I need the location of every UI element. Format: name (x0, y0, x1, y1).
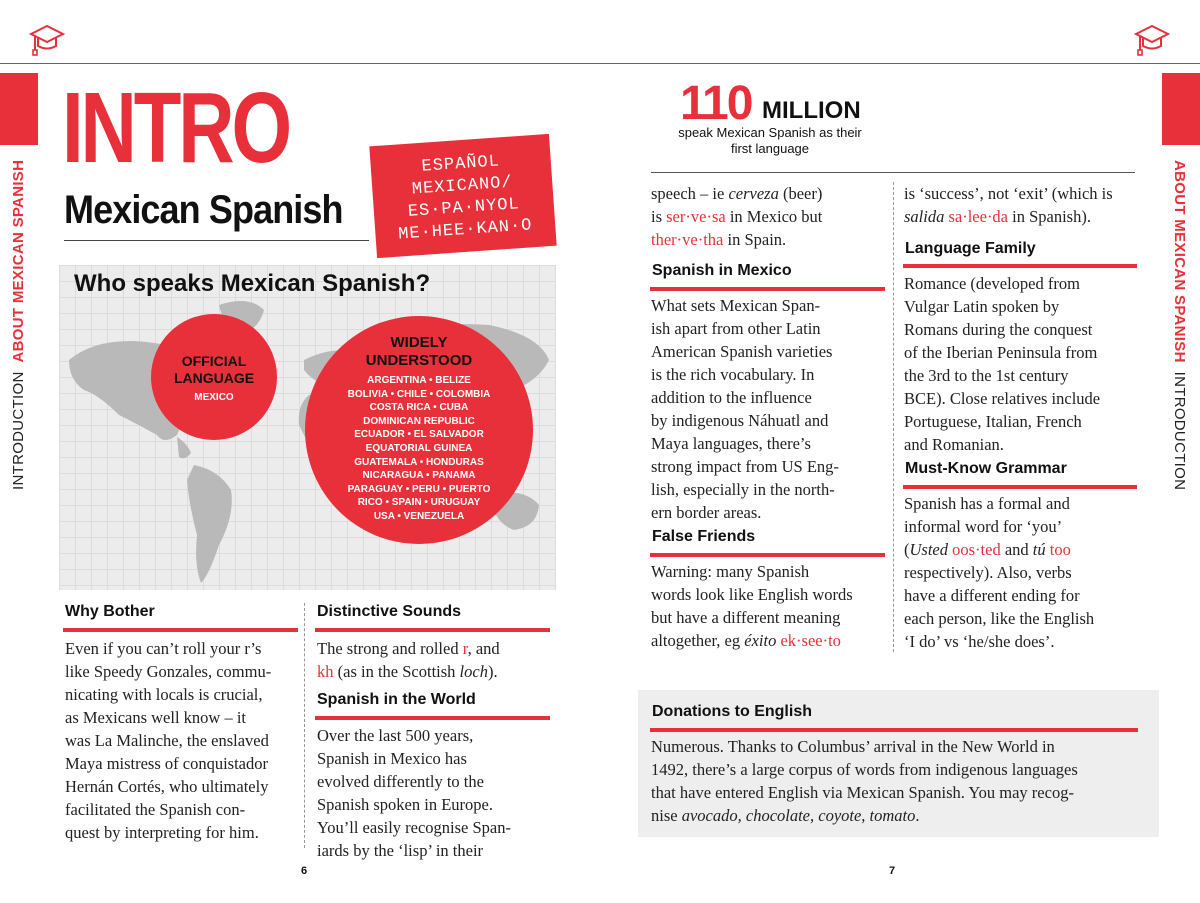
pronunciation: r (462, 639, 468, 658)
text-line: Portuguese, Italian, French (904, 412, 1082, 431)
italic-word: éxito (744, 631, 777, 650)
text-run: and (1000, 540, 1033, 559)
intro-title: INTRO (62, 72, 290, 184)
language-family-heading: Language Family (905, 240, 1036, 257)
text-line: 1492, there’s a large corpus of words from indigenous languages (651, 760, 1078, 779)
text-line: Spanish in Mexico has (317, 749, 467, 768)
graduation-cap-icon (27, 20, 67, 58)
col3-continued-text (651, 182, 891, 251)
country-line: ARGENTINA • BELIZE (367, 375, 471, 386)
right-side-section: ABOUT MEXICAN SPANISH (1171, 160, 1188, 363)
text-line: like Speedy Gonzales, commu- (65, 662, 272, 681)
left-side-prefix: INTRODUCTION (10, 371, 27, 490)
map-title: Who speaks Mexican Spanish? (74, 270, 431, 297)
column-divider (304, 603, 305, 848)
col4-continued-text (904, 182, 1144, 228)
text-line: was La Malinche, the enslaved (65, 731, 269, 750)
text-line (651, 182, 891, 205)
why-bother-heading: Why Bother (65, 603, 155, 620)
false-friends-text (651, 560, 891, 652)
text-line (651, 205, 891, 228)
text-run: ). (487, 662, 498, 681)
distinctive-sounds-heading: Distinctive Sounds (317, 603, 462, 620)
text-line: evolved differently to the (317, 772, 484, 791)
section-bar (315, 628, 550, 632)
pronunciation-stamp (369, 134, 556, 258)
text-run: The strong and rolled (317, 639, 463, 658)
text-line: Spanish spoken in Europe. (317, 795, 493, 814)
official-title-line: LANGUAGE (173, 370, 255, 386)
stamp-line: ES·PA·NYOL (407, 195, 521, 222)
section-bar (650, 287, 885, 291)
section-bar (650, 728, 1138, 732)
text-line: respectively). Also, verbs (904, 563, 1072, 582)
pronunciation: kh (317, 662, 334, 681)
text-line: have a different ending for (904, 586, 1080, 605)
text-line: What sets Mexican Span- (651, 296, 821, 315)
text-line: that have entered English via Mexican Spanish. You may recog- (651, 783, 1074, 802)
spanish-world-text (317, 724, 557, 862)
text-line: informal word for ‘you’ (904, 517, 1063, 536)
text-run: (as in the Scottish (333, 662, 460, 681)
pronunciation: oos·ted (952, 540, 1001, 559)
section-bar (903, 485, 1137, 489)
text-line: Hernán Cortés, who ultimately (65, 777, 269, 796)
text-line: but have a different meaning (651, 608, 841, 627)
text-run: , and (467, 639, 500, 658)
caption-line: first language (730, 141, 810, 156)
text-run: in Mexico but (725, 207, 823, 226)
text-run: altogether, eg (651, 631, 745, 650)
country-line: ECUADOR • EL SALVADOR (354, 429, 484, 441)
spanish-mexico-text (651, 294, 891, 524)
italic-word: tú (1032, 540, 1046, 559)
widely-title-line: WIDELY (390, 334, 448, 351)
text-line: by indigenous Náhuatl and (651, 411, 829, 430)
widely-understood-circle (305, 316, 533, 544)
stamp-line: ME·HEE·KAN·O (397, 216, 534, 245)
distinctive-sounds-text (317, 637, 557, 683)
country-line: PARAGUAY • PERU • PUERTO (347, 483, 491, 495)
text-run: in Spain. (723, 230, 787, 249)
country-line: RICO • SPAIN • URUGUAY (357, 497, 481, 509)
language-family-text (904, 272, 1144, 456)
caption-line: speak Mexican Spanish as their (678, 125, 862, 140)
text-line: iards by the ‘lisp’ in their (317, 841, 484, 860)
widely-title-line: UNDERSTOOD (365, 352, 473, 369)
left-side-tab (0, 73, 38, 145)
widely-title (305, 334, 533, 370)
official-language-circle (151, 314, 277, 440)
text-line: is ‘success’, not ‘exit’ (which is (904, 184, 1113, 203)
donations-heading: Donations to English (652, 703, 812, 720)
official-title (151, 353, 277, 387)
text-run: is (651, 207, 667, 226)
stat-unit: MILLION (762, 97, 861, 124)
text-line: as Mexicans well know – it (65, 708, 247, 727)
country-line: USA • VENEZUELA (373, 510, 465, 522)
italic-word: salida (904, 207, 945, 226)
text-line (317, 660, 557, 683)
stat-rule (651, 172, 1135, 173)
country-line: DOMINICAN REPUBLIC (363, 415, 475, 427)
stat-caption (650, 125, 890, 157)
italic-word: loch (459, 662, 488, 681)
text-line: Numerous. Thanks to Columbus’ arrival in the New World in (651, 737, 1055, 756)
section-bar (315, 716, 550, 720)
header-rule (0, 63, 1200, 64)
text-line: ‘I do’ vs ‘he/she does’. (904, 632, 1055, 651)
right-side-tab (1162, 73, 1200, 145)
country-line: BOLIVIA • CHILE • COLOMBIA (347, 388, 491, 400)
text-line: facilitated the Spanish con- (65, 800, 246, 819)
text-run: (beer) (778, 184, 823, 203)
section-bar (63, 628, 298, 632)
text-line: BCE). Close relatives include (904, 389, 1101, 408)
section-bar (903, 264, 1137, 268)
stamp-line: MEXICANO/ (411, 173, 514, 200)
text-line: American Spanish varieties (651, 342, 833, 361)
text-run: in Spanish). (1008, 207, 1091, 226)
text-line: Warning: many Spanish (651, 562, 810, 581)
text-line: nicating with locals is crucial, (65, 685, 263, 704)
text-line: Spanish has a formal and (904, 494, 1070, 513)
text-line (651, 804, 1151, 827)
text-line: ern border areas. (651, 503, 762, 522)
text-line: and Romanian. (904, 435, 1004, 454)
text-line (651, 228, 891, 251)
italic-word: Usted (909, 540, 948, 559)
pronunciation: sa·lee·da (948, 207, 1009, 226)
text-line: Even if you can’t roll your r’s (65, 639, 262, 658)
text-line: Maya mistress of conquistador (65, 754, 269, 773)
text-run: . (915, 806, 920, 825)
text-line: Over the last 500 years, (317, 726, 474, 745)
official-countries: MEXICO (194, 392, 234, 403)
text-line: words look like English words (651, 585, 853, 604)
stat-number: 110 (680, 77, 752, 130)
spanish-world-heading: Spanish in the World (317, 691, 476, 708)
right-side-suffix: INTRODUCTION (1171, 371, 1188, 491)
text-run: speech – ie (651, 184, 729, 203)
text-run: nise (651, 806, 682, 825)
italic-word: cerveza (728, 184, 779, 203)
text-line: Romans during the conquest (904, 320, 1093, 339)
grammar-text (904, 492, 1144, 653)
text-line: (Usted oos·ted and tú too (904, 540, 1071, 559)
text-line: Romance (developed from (904, 274, 1080, 293)
page-number-left: 6 (301, 865, 308, 877)
country-line: EQUATORIAL GUINEA (365, 442, 473, 454)
text-line: Maya languages, there’s (651, 434, 811, 453)
text-line: is the rich vocabulary. In (651, 365, 815, 384)
pronunciation: ek·see·to (780, 631, 841, 650)
country-line: GUATEMALA • HONDURAS (354, 456, 484, 468)
text-line: strong impact from US Eng- (651, 457, 839, 476)
why-bother-text (65, 637, 305, 844)
left-side-section: ABOUT MEXICAN SPANISH (10, 159, 27, 363)
pronunciation: too (1049, 540, 1071, 559)
section-bar (650, 553, 885, 557)
pronunciation: ser·ve·sa (666, 207, 726, 226)
right-side-label (1164, 160, 1194, 490)
text-line (904, 205, 1144, 228)
country-line: NICARAGUA • PANAMA (362, 470, 476, 482)
text-line (651, 629, 891, 652)
column-divider (893, 182, 894, 652)
text-line: lish, especially in the north- (651, 480, 835, 499)
text-line: ish apart from other Latin (651, 319, 821, 338)
pronunciation: ther·ve·tha (651, 230, 724, 249)
donations-text (651, 735, 1151, 827)
text-line: of the Iberian Peninsula from (904, 343, 1098, 362)
official-title-line: OFFICIAL (181, 353, 247, 369)
page-number-right: 7 (889, 865, 896, 877)
text-line: the 3rd to the 1st century (904, 366, 1069, 385)
text-line: You’ll easily recognise Span- (317, 818, 512, 837)
false-friends-heading: False Friends (652, 528, 756, 545)
intro-subtitle: Mexican Spanish (64, 188, 343, 232)
italic-word: avocado, chocolate, coyote, tomato (681, 806, 916, 825)
grammar-heading: Must-Know Grammar (905, 460, 1067, 477)
widely-countries (325, 374, 513, 524)
text-line: Vulgar Latin spoken by (904, 297, 1060, 316)
text-line: addition to the influence (651, 388, 812, 407)
text-line (317, 637, 557, 660)
country-line: COSTA RICA • CUBA (369, 402, 469, 414)
left-side-label (4, 160, 34, 490)
intro-rule (64, 240, 369, 241)
graduation-cap-icon (1132, 20, 1172, 58)
spanish-mexico-heading: Spanish in Mexico (652, 262, 792, 279)
text-line: quest by interpreting for him. (65, 823, 259, 842)
text-line: each person, like the English (904, 609, 1095, 628)
stamp-line: ESPAÑOL (421, 152, 501, 177)
